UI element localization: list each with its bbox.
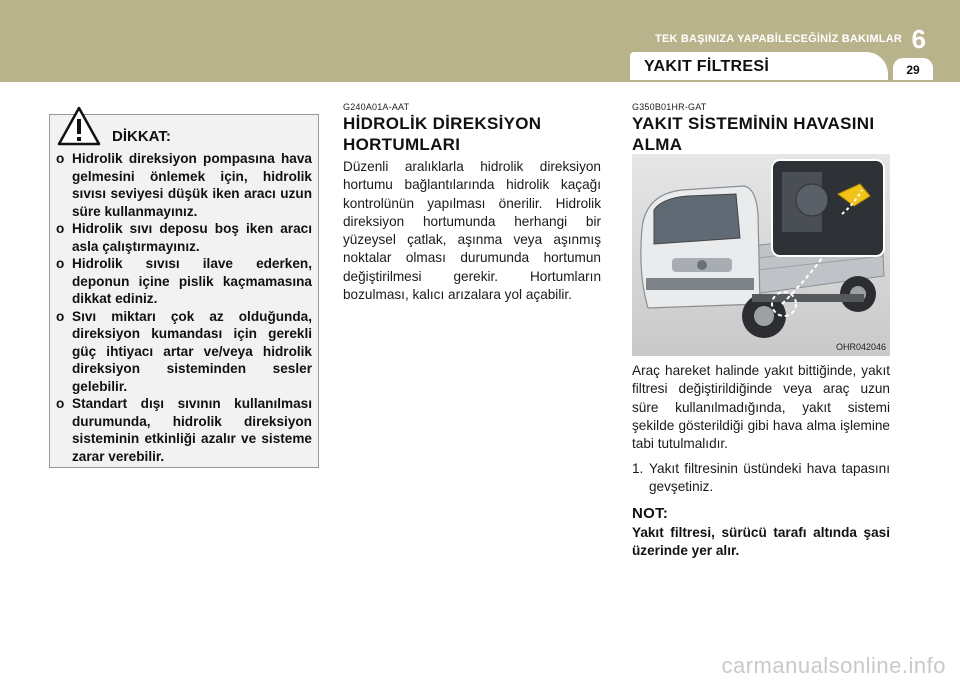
truck-illustration — [632, 154, 890, 356]
hoses-section-code: G240A01A-AAT — [343, 102, 410, 112]
warning-title: DİKKAT: — [112, 128, 171, 145]
warning-item: o Sıvı miktarı çok az olduğunda, direksiyon kumandası için gerekli güç ihtiyacı artar ve/veya hidrolik direksiyon sisteminden sesler gelebilir. — [56, 308, 312, 394]
bleeding-section-code: G350B01HR-GAT — [632, 102, 707, 112]
warning-triangle-icon — [57, 106, 101, 146]
warning-item: o Hidrolik sıvısı ilave ederken, deponun içine pislik kaçmamasına dikkat ediniz. — [56, 256, 312, 306]
bleeding-heading: YAKIT SİSTEMİNİN HAVASINI ALMA — [632, 114, 875, 154]
chapter-number: 6 — [911, 24, 926, 54]
section-title: YAKIT FİLTRESİ — [644, 58, 770, 75]
note-body: Yakıt filtresi, sürücü tarafı altında şasi üzerinde yer alır. — [632, 525, 890, 559]
step-text: Yakıt filtresinin üstündeki hava tapasını gevşetiniz. — [649, 461, 890, 495]
warning-item: o Standart dışı sıvının kullanılması durumunda, hidrolik direksiyon sisteminin etkinliği azalır ve sisteme zarar verebilir. — [56, 396, 312, 464]
warning-item: o Hidrolik direksiyon pompasına hava gelmesini önlemek için, hidrolik sıvısı seviyesi düşük iken aracı uzun süre kullanmayınız. — [56, 151, 312, 219]
truck-photo — [632, 154, 890, 356]
warning-list — [56, 150, 312, 465]
bleeding-body: Araç hareket halinde yakıt bittiğinde, yakıt filtresi değiştirildiğinde veya araç uzun süre kullanılmadığında, yakıt sistemi şekilde gösterildiği gibi hava alma işlemine tabi tutulmalıdır. — [632, 363, 890, 452]
chapter-label: TEK BAŞINIZA YAPABİLECEĞİNİZ BAKIMLAR — [655, 33, 902, 45]
hoses-body: Düzenli aralıklarla hidrolik direksiyon hortumu bağlantılarında hidrolik kaçağı kontrolünün yapılması önerilir. Hidrolik direksiyon hortumunda herhangi bir yüzeysel çatlak, aşınma veya aşınmış noktalar olması durumunda hortumun değiştirilmesi gerekir. Hortumların bozulması, kalıcı arızalara yol açabilir. — [343, 159, 601, 303]
photo-id: OHR042046 — [835, 342, 886, 352]
warning-item: o Hidrolik sıvı deposu boş iken aracı asla çalıştırmayınız. — [56, 221, 312, 254]
step-number: 1. — [632, 461, 644, 476]
page-number: 29 — [893, 58, 933, 80]
watermark: carmanualsonline.info — [721, 653, 946, 678]
step-1 — [632, 460, 890, 497]
note-title: NOT: — [632, 505, 669, 522]
hoses-heading: HİDROLİK DİREKSİYON HORTUMLARI — [343, 114, 542, 154]
page-header — [0, 0, 960, 82]
